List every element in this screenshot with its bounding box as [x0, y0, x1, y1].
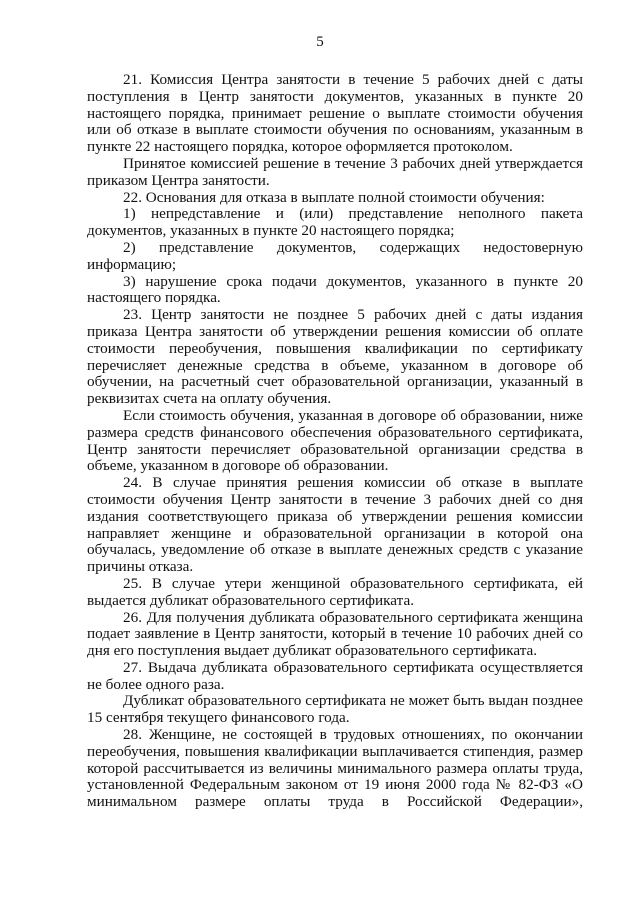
- document-body: [87, 72, 583, 811]
- paragraph-22: 22. Основания для отказа в выплате полной стоимости обучения:: [123, 188, 545, 206]
- paragraph-23-cost: Если стоимость обучения, указанная в договоре об образовании, ниже размера средств финансового обеспечения образовательного сертификата, Центр занятости перечисляет образовательной организации средства в объеме, указанном в договоре об образовании.: [87, 406, 583, 475]
- paragraph-22-item-2: 2) представление документов, содержащих недостоверную информацию;: [87, 238, 583, 273]
- paragraph-22-item-3: 3) нарушение срока подачи документов, указанного в пункте 20 настоящего порядка.: [87, 272, 583, 307]
- paragraph-21: 21. Комиссия Центра занятости в течение 5 рабочих дней с даты поступления в Центр занятости документов, указанных в пункте 20 настоящего порядка, принимает решение о выплате стоимости обучения или об отказе в выплате стоимости обучения по основаниям, указанным в пункте 22 настоящего порядка, которое оформляется протоколом.: [87, 71, 583, 156]
- paragraph-27-deadline: Дубликат образовательного сертификата не может быть выдан позднее 15 сентября текущего финансового года.: [87, 692, 583, 727]
- paragraph-28: 28. Женщине, не состоящей в трудовых отношениях, по окончании переобучения, повышения квалификации выплачивается стипендия, размер которой рассчитывается из величины минимального размера оплаты труда, установленной Федеральным законом от 19 июня 2000 года № 82-ФЗ «О минимальном размере оплаты труда в Российской Федерации»,: [87, 726, 583, 811]
- page-number: 5: [316, 34, 324, 50]
- paragraph-21-approval: Принятое комиссией решение в течение 3 рабочих дней утверждается приказом Центра занятости.: [87, 154, 583, 189]
- paragraph-24: 24. В случае принятия решения комиссии об отказе в выплате стоимости обучения Центр занятости в течение 3 рабочих дней со дня издания соответствующего приказа об утверждении решения комиссии направляет женщине и образовательной организации в которой она обучалась, уведомление об отказе в выплате денежных средств с указание причины отказа.: [87, 474, 583, 576]
- paragraph-23: 23. Центр занятости не позднее 5 рабочих дней с даты издания приказа Центра занятости об утверждении решения комиссии об оплате стоимости переобучения, повышения квалификации по сертификату перечисляет денежные средства в объеме, указанном в договоре об обучении, на расчетный счет образовательной организации, указанный в реквизитах счета на оплату обучения.: [87, 306, 583, 408]
- paragraph-26: 26. Для получения дубликата образовательного сертификата женщина подает заявление в Центр занятости, который в течение 10 рабочих дней со дня его поступления выдает дубликат образовательного сертификата.: [87, 608, 583, 660]
- paragraph-25: 25. В случае утери женщиной образовательного сертификата, ей выдается дубликат образовательного сертификата.: [87, 574, 583, 609]
- paragraph-27: 27. Выдача дубликата образовательного сертификата осуществляется не более одного раза.: [87, 658, 583, 693]
- paragraph-22-item-1: 1) непредставление и (или) представление неполного пакета документов, указанных в пункте 20 настоящего порядка;: [87, 205, 583, 240]
